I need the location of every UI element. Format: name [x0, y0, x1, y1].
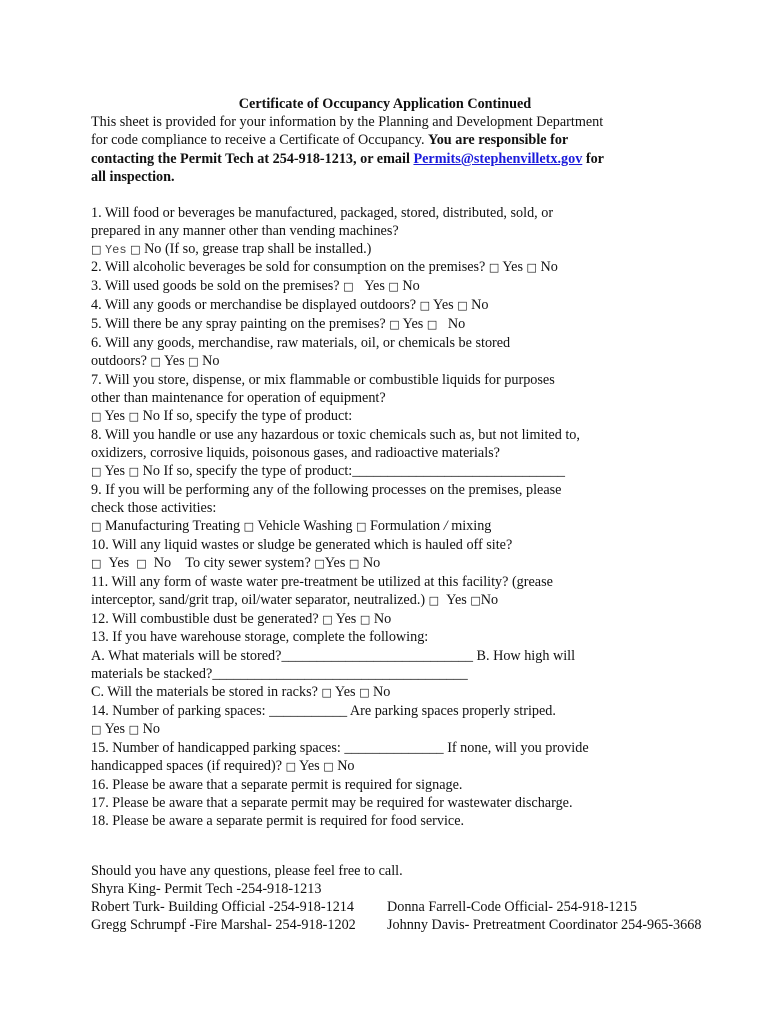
handicapped-spaces-field[interactable]: ______________ [344, 740, 444, 756]
notice-17: 17. Please be aware that a separate permit may be required for wastewater discharge. [91, 795, 573, 811]
checkbox-no[interactable]: □ [188, 355, 199, 368]
intro-line-2: for code compliance to receive a Certificate of Occupancy. You are responsible for [91, 132, 569, 148]
checkbox-yes[interactable]: □ [285, 760, 296, 773]
checkbox-no[interactable]: □ [323, 760, 334, 773]
checkbox-yes[interactable]: □ [91, 410, 102, 423]
question-10: 10. Will any liquid wastes or sludge be generated which is hauled off site? [91, 537, 513, 553]
contact-pretreatment-coordinator: Johnny Davis- Pretreatment Coordinator 254-965-3668 [387, 917, 702, 933]
contact-building-official: Robert Turk- Building Official -254-918-1214 [91, 899, 354, 915]
checkbox-no[interactable]: □ [128, 465, 140, 478]
question-2: 2. Will alcoholic beverages be sold for consumption on the premises? □ Yes □ No [91, 259, 558, 275]
checkbox-yes[interactable]: □ [419, 299, 430, 312]
contacts-intro: Should you have any questions, please feel free to call. [91, 863, 403, 879]
question-5: 5. Will there be any spray painting on the premises? □ Yes □ No [91, 316, 466, 332]
checkbox-yes[interactable]: □ [150, 355, 161, 368]
checkbox-manufacturing[interactable]: □ [91, 520, 102, 533]
checkbox-yes[interactable]: □ [91, 723, 102, 736]
question-13: 13. If you have warehouse storage, complete the following: [91, 629, 429, 645]
checkbox-no[interactable]: □ [130, 243, 141, 256]
checkbox-no[interactable]: □ [526, 261, 537, 274]
question-1-line-1: 1. Will food or beverages be manufactured, packaged, stored, distributed, sold, or [91, 205, 554, 221]
question-1-line-2: prepared in any manner other than vending machines? [91, 223, 399, 239]
intro-line-3: contacting the Permit Tech at 254-918-1213, or email Permits@stephenvilletx.gov for [91, 151, 604, 167]
checkbox-yes[interactable]: □ [389, 318, 400, 331]
question-6-line-2: outdoors? □ Yes □ No [91, 353, 220, 369]
notice-18: 18. Please be aware a separate permit is required for food service. [91, 813, 465, 829]
checkbox-yes[interactable]: □ [91, 557, 102, 570]
question-8-line-2: oxidizers, corrosive liquids, poisonous gases, and radioactive materials? [91, 445, 500, 461]
question-15-line-2: handicapped spaces (if required)? □ Yes □ No [91, 758, 355, 774]
checkbox-no[interactable]: □ [359, 686, 370, 699]
checkbox-sewer-yes[interactable]: □ [314, 557, 325, 570]
contact-fire-marshal: Gregg Schrumpf -Fire Marshal- 254-918-1202 [91, 917, 356, 933]
checkbox-yes[interactable]: □ [321, 686, 332, 699]
checkbox-yes[interactable]: □ [488, 261, 500, 274]
question-14-answers: □ Yes □ No [91, 721, 160, 737]
checkbox-no[interactable]: □ [388, 280, 399, 293]
question-12: 12. Will combustible dust be generated? □ Yes □ No [91, 611, 392, 627]
question-11-line-2: interceptor, sand/grit trap, oil/water separator, neutralized.) □ Yes □No [91, 592, 499, 608]
email-link[interactable]: Permits@stephenvilletx.gov [413, 151, 583, 167]
contact-code-official: Donna Farrell-Code Official- 254-918-1215 [387, 899, 637, 915]
question-13-a: A. What materials will be stored?___________________________ B. How high will [91, 648, 576, 664]
checkbox-yes[interactable]: □ [91, 243, 102, 256]
checkbox-no[interactable]: □ [470, 594, 481, 607]
question-7-line-1: 7. Will you store, dispense, or mix flammable or combustible liquids for purposes [91, 372, 555, 388]
checkbox-yes[interactable]: □ [91, 465, 102, 478]
checkbox-no[interactable]: □ [128, 410, 140, 423]
checkbox-sewer-no[interactable]: □ [348, 557, 360, 570]
question-14: 14. Number of parking spaces: ___________ Are parking spaces properly striped. [91, 703, 556, 719]
question-8-answers: □ Yes □ No If so, specify the type of product:______________________________ [91, 463, 566, 479]
contact-permit-tech: Shyra King- Permit Tech -254-918-1213 [91, 881, 322, 897]
stack-height-field[interactable]: ____________________________________ [212, 666, 468, 682]
question-1-answers: □ Yes □ No (If so, grease trap shall be installed.) [91, 241, 372, 257]
checkbox-yes[interactable]: □ [343, 280, 354, 293]
checkbox-yes[interactable]: □ [322, 613, 333, 626]
question-8-line-1: 8. Will you handle or use any hazardous or toxic chemicals such as, but not limited to, [91, 427, 580, 443]
checkbox-vehicle-washing[interactable]: □ [243, 520, 255, 533]
question-9-options: □ Manufacturing Treating □ Vehicle Washing □ Formulation / mixing [91, 518, 492, 534]
materials-field[interactable]: ___________________________ [281, 648, 473, 664]
question-9-line-1: 9. If you will be performing any of the following processes on the premises, please [91, 482, 562, 498]
question-6-line-1: 6. Will any goods, merchandise, raw materials, oil, or chemicals be stored [91, 335, 511, 351]
product-type-field[interactable]: ______________________________ [352, 463, 566, 479]
notice-16: 16. Please be aware that a separate permit is required for signage. [91, 777, 463, 793]
question-9-line-2: check those activities: [91, 500, 217, 516]
question-4: 4. Will any goods or merchandise be displayed outdoors? □ Yes □ No [91, 297, 489, 313]
checkbox-formulation[interactable]: □ [356, 520, 367, 533]
checkbox-no[interactable]: □ [128, 723, 140, 736]
question-10-answers: □ Yes □ No To city sewer system? □Yes □ No [91, 555, 381, 571]
question-13-c: C. Will the materials be stored in racks? □ Yes □ No [91, 684, 391, 700]
question-7-line-2: other than maintenance for operation of equipment? [91, 390, 386, 406]
checkbox-no[interactable]: □ [457, 299, 468, 312]
intro-line-1: This sheet is provided for your information by the Planning and Development Department [91, 114, 604, 130]
checkbox-no[interactable]: □ [426, 318, 438, 331]
page-title: Certificate of Occupancy Application Continued [238, 96, 532, 112]
checkbox-no[interactable]: □ [359, 613, 371, 626]
question-15: 15. Number of handicapped parking spaces: ______________ If none, will you provide [91, 740, 589, 756]
checkbox-no[interactable]: □ [136, 557, 147, 570]
question-11-line-1: 11. Will any form of waste water pre-treatment be utilized at this facility? (grease [91, 574, 553, 590]
question-13-b: materials be stacked?____________________________________ [91, 666, 468, 682]
question-3: 3. Will used goods be sold on the premises? □ Yes □ No [91, 278, 420, 294]
intro-line-4: all inspection. [91, 169, 175, 185]
parking-spaces-field[interactable]: ___________ [269, 703, 348, 719]
checkbox-yes[interactable]: □ [428, 594, 440, 607]
question-7-answers: □ Yes □ No If so, specify the type of product: [91, 408, 353, 424]
